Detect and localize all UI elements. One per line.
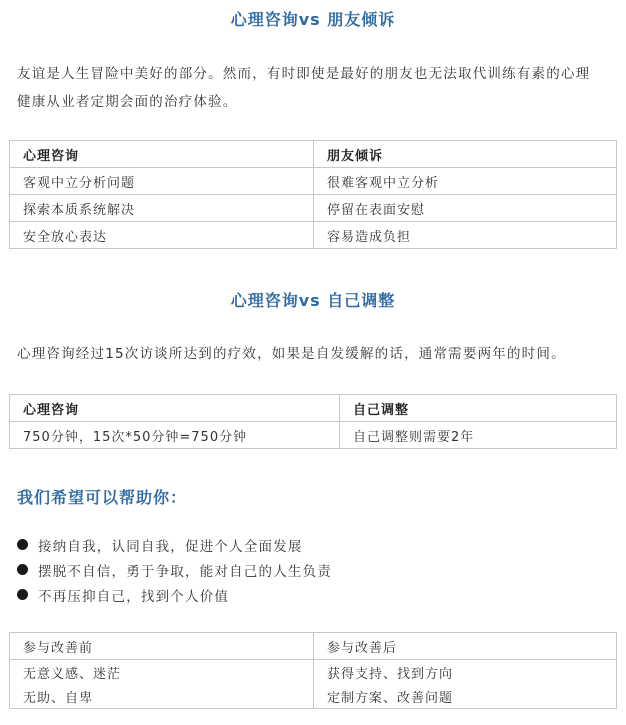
list-item (17, 532, 577, 557)
table-row (10, 168, 617, 195)
list-item (17, 582, 577, 607)
list-item (17, 557, 577, 582)
bullet-dot-icon (17, 589, 28, 600)
table-before-after (9, 632, 617, 709)
table-cell: 750分钟，15次*50分钟=750分钟 (10, 422, 340, 449)
table-cell: 停留在表面安慰 (314, 195, 617, 222)
table-row (10, 222, 617, 249)
help-bullet-list (17, 532, 577, 607)
header-cell: 自己调整 (340, 395, 617, 422)
bullet-text: 摆脱不自信，勇于争取，能对自己的人生负责 (38, 563, 332, 580)
header-cell: 参与改善后 (314, 633, 617, 660)
table-cell: 无助、自卑 (10, 684, 314, 709)
section-title-help: 我们希望可以帮助你： (17, 488, 188, 507)
table-cell: 定制方案、改善问题 (327, 690, 454, 706)
table-header-row (10, 395, 617, 422)
table-cell: 无意义感、迷茫 (10, 660, 314, 685)
table-cell: 很难客观中立分析 (314, 168, 617, 195)
bullet-text: 接纳自我，认同自我，促进个人全面发展 (38, 538, 303, 555)
table-cell: 探索本质系统解决 (10, 195, 314, 222)
section-title-consult-vs-self: 心理咨询vs 自己调整 (230, 291, 396, 310)
header-cell: 心理咨询 (10, 141, 314, 168)
intro-line-1: 友谊是人生冒险中美好的部分。然而，有时即使是最好的朋友也无法取代训练有素的心理 (17, 66, 591, 82)
bullet-text: 不再压抑自己，找到个人价值 (38, 588, 230, 605)
table-row (10, 422, 617, 449)
table-cell: 客观中立分析问题 (10, 168, 314, 195)
table-cell: 容易造成负担 (314, 222, 617, 249)
intro-friendship (17, 60, 611, 116)
table-consult-vs-self (9, 394, 617, 449)
table-row (10, 684, 617, 709)
table-cell: 自己调整则需要2年 (340, 422, 617, 449)
table-row (10, 195, 617, 222)
table-row (10, 660, 617, 685)
table-header-row (10, 141, 617, 168)
intro-line-2: 健康从业者定期会面的治疗体验。 (17, 94, 238, 110)
table-cell: 安全放心表达 (10, 222, 314, 249)
header-cell: 朋友倾诉 (314, 141, 617, 168)
header-cell: 参与改善前 (10, 633, 314, 660)
table-consult-vs-friend (9, 140, 617, 249)
section-title-consult-vs-friend: 心理咨询vs 朋友倾诉 (230, 10, 396, 29)
bullet-dot-icon (17, 564, 28, 575)
bullet-dot-icon (17, 539, 28, 550)
intro-self-adjust: 心理咨询经过15次访谈所达到的疗效，如果是自发缓解的话，通常需要两年的时间。 (17, 346, 566, 362)
header-cell: 心理咨询 (10, 395, 340, 422)
table-cell: 获得支持、找到方向 (327, 666, 454, 682)
table-header-row (10, 633, 617, 660)
